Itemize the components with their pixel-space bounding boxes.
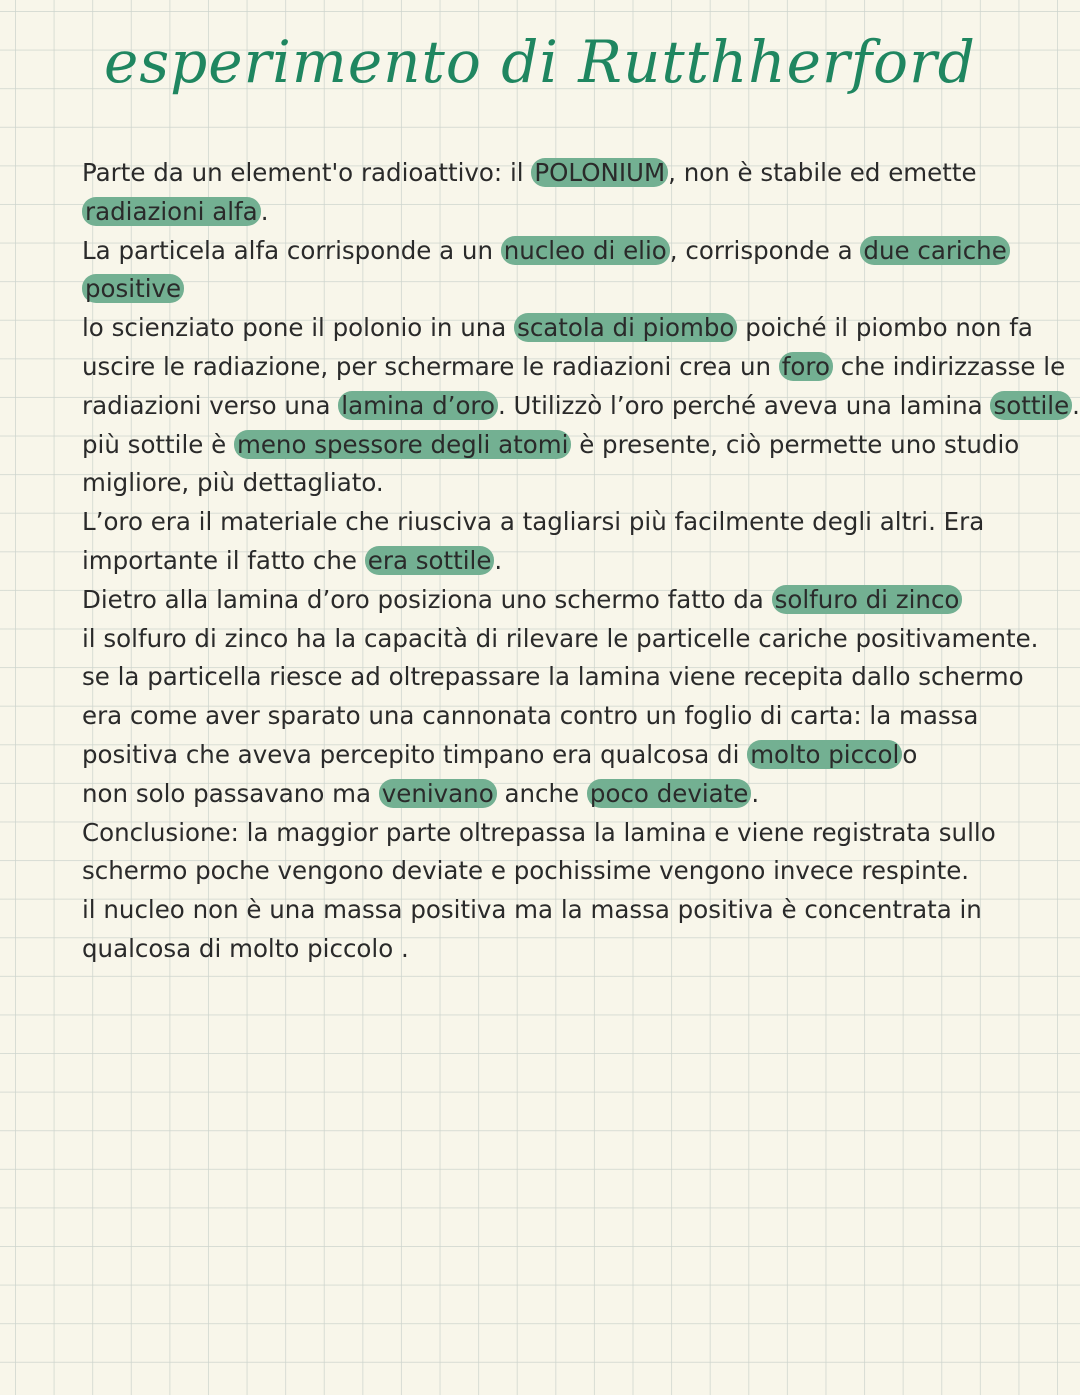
highlighted-term: foro: [779, 352, 833, 381]
highlighted-term: due cariche: [860, 236, 1009, 265]
note-line: [82, 736, 1042, 775]
highlighted-term: positive: [82, 274, 184, 303]
highlighted-term: solfuro di zinco: [772, 585, 963, 614]
note-text: radiazioni verso una: [82, 390, 339, 420]
note-text: L’oro era il materiale che riusciva a tagliarsi più facilmente degli altri. Era: [82, 507, 985, 537]
note-line: [82, 309, 1042, 348]
note-text: , corrisponde a: [669, 235, 861, 265]
note-line: [82, 930, 1042, 969]
note-line: [82, 852, 1042, 891]
note-line: [82, 464, 1042, 503]
note-text: poiché il piombo non fa: [737, 313, 1033, 343]
note-line: [82, 891, 1042, 930]
note-text: o: [902, 739, 918, 769]
note-text: era come aver sparato una cannonata contro un foglio di carta: la massa: [82, 701, 979, 731]
highlighted-term: sottile: [990, 391, 1072, 420]
note-text: qualcosa di molto piccolo .: [82, 933, 409, 963]
highlighted-term: nucleo di elio: [501, 236, 670, 265]
highlighted-term: meno spessore degli atomi: [234, 430, 571, 459]
highlighted-term: poco deviate: [587, 779, 751, 808]
note-line: [82, 503, 1042, 542]
note-text: , non è stabile ed emette: [668, 158, 977, 187]
note-text: .: [260, 196, 269, 226]
highlighted-term: venivano: [379, 779, 497, 808]
note-text: uscire le radiazione, per schermare le radiazioni crea un: [82, 351, 779, 381]
note-line: [82, 542, 1042, 581]
note-text: non solo passavano ma: [82, 778, 379, 808]
note-text: La particela alfa corrisponde a un: [82, 235, 501, 265]
note-text: .: [1072, 390, 1080, 420]
note-text: migliore, più dettagliato.: [82, 468, 384, 498]
note-line: [82, 232, 1042, 271]
note-text: positiva che aveva percepito timpano era qualcosa di: [82, 739, 748, 769]
note-line: [82, 193, 1042, 232]
note-text: Dietro alla lamina d’oro posiziona uno schermo fatto da: [82, 584, 772, 614]
note-text: importante il fatto che: [82, 545, 365, 575]
note-line: [82, 387, 1080, 426]
note-text: .: [494, 545, 503, 575]
notes-body: [82, 154, 1080, 969]
page-title: esperimento di Rutthherford: [104, 28, 976, 96]
highlighted-term: era sottile: [365, 546, 495, 575]
note-line: [82, 814, 1042, 853]
note-text: schermo poche vengono deviate e pochissime vengono invece respinte.: [82, 856, 970, 886]
highlighted-term: POLONIUM: [531, 158, 668, 187]
note-line: [82, 581, 1042, 620]
note-text: il solfuro di zinco ha la capacità di rilevare le particelle cariche positivamente.: [82, 623, 1039, 653]
highlighted-term: molto piccol: [747, 740, 902, 769]
note-text: Parte da un element'o radioattivo: il: [82, 158, 532, 187]
note-line: [82, 697, 1042, 736]
note-line: [82, 270, 1042, 309]
highlighted-term: radiazioni alfa: [82, 197, 261, 226]
note-text: che indirizzasse le: [832, 351, 1066, 381]
note-text: è presente, ciò permette uno studio: [571, 429, 1020, 459]
note-text: lo scienziato pone il polonio in una: [82, 313, 515, 343]
note-text: il nucleo non è una massa positiva ma la massa positiva è concentrata in: [82, 895, 982, 925]
note-line: [82, 426, 1042, 465]
note-line: [82, 620, 1042, 659]
note-line: [82, 154, 1042, 193]
note-text: Conclusione: la maggior parte oltrepassa la lamina e viene registrata sullo: [82, 817, 996, 847]
note-text: più sottile è: [82, 429, 234, 459]
note-text: .: [751, 778, 760, 808]
highlighted-term: scatola di piombo: [514, 313, 737, 342]
note-text: se la particella riesce ad oltrepassare la lamina viene recepita dallo schermo: [82, 662, 1024, 692]
note-text: anche: [496, 778, 587, 808]
note-line: [82, 348, 1066, 387]
note-line: [82, 658, 1042, 697]
highlighted-term: lamina d’oro: [338, 391, 498, 420]
note-line: [82, 775, 1042, 814]
note-text: . Utilizzò l’oro perché aveva una lamina: [497, 390, 991, 420]
